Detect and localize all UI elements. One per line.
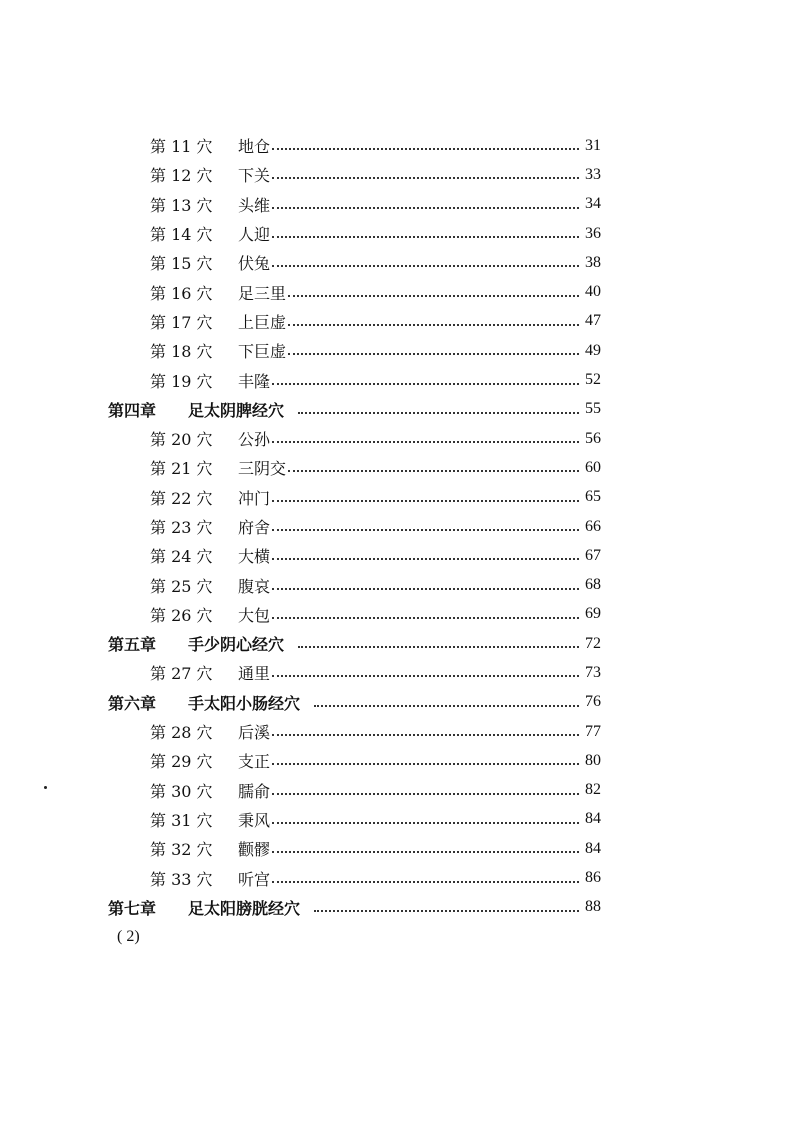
toc-point-entry bbox=[0, 277, 793, 306]
dot-leader bbox=[272, 557, 579, 560]
entry-page-number: 82 bbox=[585, 781, 601, 799]
entry-title: 伏兔 bbox=[238, 254, 271, 274]
dot-leader bbox=[272, 235, 579, 238]
toc-chapter-entry bbox=[0, 629, 793, 658]
dot-leader bbox=[272, 264, 579, 267]
dot-leader bbox=[272, 850, 579, 853]
entry-page-number: 55 bbox=[585, 400, 601, 418]
toc-chapter-entry bbox=[0, 688, 793, 717]
toc-point-entry bbox=[0, 600, 793, 629]
entry-title: 后溪 bbox=[238, 723, 271, 743]
dot-leader bbox=[272, 528, 579, 531]
toc-chapter-entry bbox=[0, 893, 793, 922]
entry-number: 第 25 穴 bbox=[150, 576, 213, 596]
page-number: ( 2) bbox=[117, 928, 140, 945]
entry-number: 第 29 穴 bbox=[150, 752, 213, 772]
entry-page-number: 77 bbox=[585, 722, 601, 740]
entry-number: 第 31 穴 bbox=[150, 810, 213, 830]
entry-title: 下巨虚 bbox=[238, 342, 287, 362]
toc-point-entry bbox=[0, 512, 793, 541]
toc-point-entry bbox=[0, 834, 793, 863]
entry-page-number: 84 bbox=[585, 839, 601, 857]
entry-page-number: 76 bbox=[585, 693, 601, 711]
entry-page-number: 47 bbox=[585, 312, 601, 330]
toc-point-entry bbox=[0, 160, 793, 189]
dot-leader bbox=[288, 294, 579, 297]
toc-point-entry bbox=[0, 424, 793, 453]
entry-title: 地仓 bbox=[238, 137, 271, 157]
entry-title: 大横 bbox=[238, 547, 271, 567]
dot-leader bbox=[272, 762, 579, 765]
entry-number: 第 15 穴 bbox=[150, 254, 213, 274]
entry-number: 第 13 穴 bbox=[150, 195, 213, 215]
dot-leader bbox=[288, 323, 579, 326]
toc-point-entry bbox=[0, 336, 793, 365]
table-of-contents bbox=[0, 131, 793, 922]
dot-leader bbox=[298, 411, 579, 414]
toc-point-entry bbox=[0, 131, 793, 160]
entry-title: 三阴交 bbox=[238, 459, 287, 479]
toc-point-entry bbox=[0, 219, 793, 248]
toc-point-entry bbox=[0, 307, 793, 336]
entry-page-number: 49 bbox=[585, 341, 601, 359]
entry-page-number: 68 bbox=[585, 576, 601, 594]
entry-page-number: 40 bbox=[585, 283, 601, 301]
entry-page-number: 86 bbox=[585, 869, 601, 887]
entry-number: 第 30 穴 bbox=[150, 781, 213, 801]
entry-page-number: 33 bbox=[585, 165, 601, 183]
toc-point-entry bbox=[0, 541, 793, 570]
dot-leader bbox=[288, 469, 579, 472]
toc-point-entry bbox=[0, 453, 793, 482]
entry-page-number: 66 bbox=[585, 517, 601, 535]
dot-leader bbox=[272, 440, 579, 443]
entry-page-number: 67 bbox=[585, 546, 601, 564]
entry-title: 头维 bbox=[238, 195, 271, 215]
entry-title: 秉风 bbox=[238, 810, 271, 830]
entry-page-number: 69 bbox=[585, 605, 601, 623]
dot-leader bbox=[272, 206, 579, 209]
entry-page-number: 80 bbox=[585, 751, 601, 769]
toc-point-entry bbox=[0, 805, 793, 834]
entry-number: 第 33 穴 bbox=[150, 869, 213, 889]
entry-title: 足太阴脾经穴 bbox=[188, 400, 285, 420]
entry-title: 腹哀 bbox=[238, 576, 271, 596]
dot-leader bbox=[298, 645, 579, 648]
entry-number: 第五章 bbox=[108, 635, 157, 655]
toc-point-entry bbox=[0, 717, 793, 746]
dot-leader bbox=[314, 909, 579, 912]
dot-leader bbox=[314, 704, 579, 707]
dot-leader bbox=[272, 792, 579, 795]
toc-point-entry bbox=[0, 863, 793, 892]
entry-title: 公孙 bbox=[238, 430, 271, 450]
entry-number: 第 32 穴 bbox=[150, 840, 213, 860]
entry-number: 第 11 穴 bbox=[150, 137, 213, 157]
toc-point-entry bbox=[0, 190, 793, 219]
entry-page-number: 56 bbox=[585, 429, 601, 447]
toc-point-entry bbox=[0, 746, 793, 775]
dot-leader bbox=[272, 880, 579, 883]
entry-page-number: 84 bbox=[585, 810, 601, 828]
entry-title: 丰隆 bbox=[238, 371, 271, 391]
entry-number: 第七章 bbox=[108, 898, 157, 918]
entry-page-number: 88 bbox=[585, 898, 601, 916]
toc-point-entry bbox=[0, 248, 793, 277]
entry-title: 府舍 bbox=[238, 518, 271, 537]
entry-title: 手太阳小肠经穴 bbox=[188, 693, 301, 713]
entry-title: 支正 bbox=[238, 752, 271, 772]
entry-page-number: 65 bbox=[585, 488, 601, 506]
entry-title: 上巨虚 bbox=[238, 312, 287, 332]
entry-number: 第 24 穴 bbox=[150, 547, 213, 567]
entry-title: 足三里 bbox=[238, 283, 287, 303]
dot-leader bbox=[272, 382, 579, 385]
entry-number: 第 14 穴 bbox=[150, 225, 213, 245]
entry-number: 第 27 穴 bbox=[150, 664, 213, 684]
entry-page-number: 34 bbox=[585, 195, 601, 213]
dot-leader bbox=[288, 352, 579, 355]
entry-page-number: 36 bbox=[585, 224, 601, 242]
entry-title: 冲门 bbox=[238, 488, 271, 508]
dot-leader bbox=[272, 147, 579, 150]
entry-number: 第 23 穴 bbox=[150, 518, 213, 537]
entry-title: 通里 bbox=[238, 664, 271, 684]
toc-chapter-entry bbox=[0, 395, 793, 424]
entry-page-number: 31 bbox=[585, 136, 601, 154]
toc-point-entry bbox=[0, 483, 793, 512]
dot-leader bbox=[272, 821, 579, 824]
entry-number: 第 18 穴 bbox=[150, 342, 213, 362]
entry-number: 第 20 穴 bbox=[150, 430, 213, 450]
entry-number: 第 12 穴 bbox=[150, 166, 213, 186]
dot-leader bbox=[272, 587, 579, 590]
entry-number: 第 21 穴 bbox=[150, 459, 213, 479]
dot-leader bbox=[272, 733, 579, 736]
entry-title: 足太阳膀胱经穴 bbox=[188, 898, 301, 918]
entry-title: 颧髎 bbox=[238, 840, 271, 860]
entry-page-number: 52 bbox=[585, 371, 601, 389]
entry-number: 第 28 穴 bbox=[150, 723, 213, 743]
toc-point-entry bbox=[0, 776, 793, 805]
entry-title: 臑俞 bbox=[238, 781, 271, 801]
entry-number: 第 19 穴 bbox=[150, 371, 213, 391]
entry-page-number: 60 bbox=[585, 458, 601, 476]
entry-number: 第六章 bbox=[108, 693, 157, 713]
entry-number: 第 16 穴 bbox=[150, 283, 213, 303]
scan-speck bbox=[44, 786, 47, 789]
dot-leader bbox=[272, 176, 579, 179]
entry-page-number: 73 bbox=[585, 663, 601, 681]
entry-number: 第 26 穴 bbox=[150, 605, 213, 625]
toc-point-entry bbox=[0, 365, 793, 394]
toc-point-entry bbox=[0, 570, 793, 599]
entry-number: 第四章 bbox=[108, 400, 157, 420]
entry-page-number: 72 bbox=[585, 634, 601, 652]
entry-number: 第 17 穴 bbox=[150, 312, 213, 332]
entry-title: 手少阴心经穴 bbox=[188, 635, 285, 655]
dot-leader bbox=[272, 499, 579, 502]
entry-number: 第 22 穴 bbox=[150, 488, 213, 508]
toc-point-entry bbox=[0, 658, 793, 687]
dot-leader bbox=[272, 674, 579, 677]
entry-page-number: 38 bbox=[585, 253, 601, 271]
entry-title: 人迎 bbox=[238, 225, 271, 245]
entry-title: 下关 bbox=[238, 166, 271, 186]
entry-title: 大包 bbox=[238, 605, 271, 625]
entry-title: 听宫 bbox=[238, 869, 271, 889]
dot-leader bbox=[272, 616, 579, 619]
